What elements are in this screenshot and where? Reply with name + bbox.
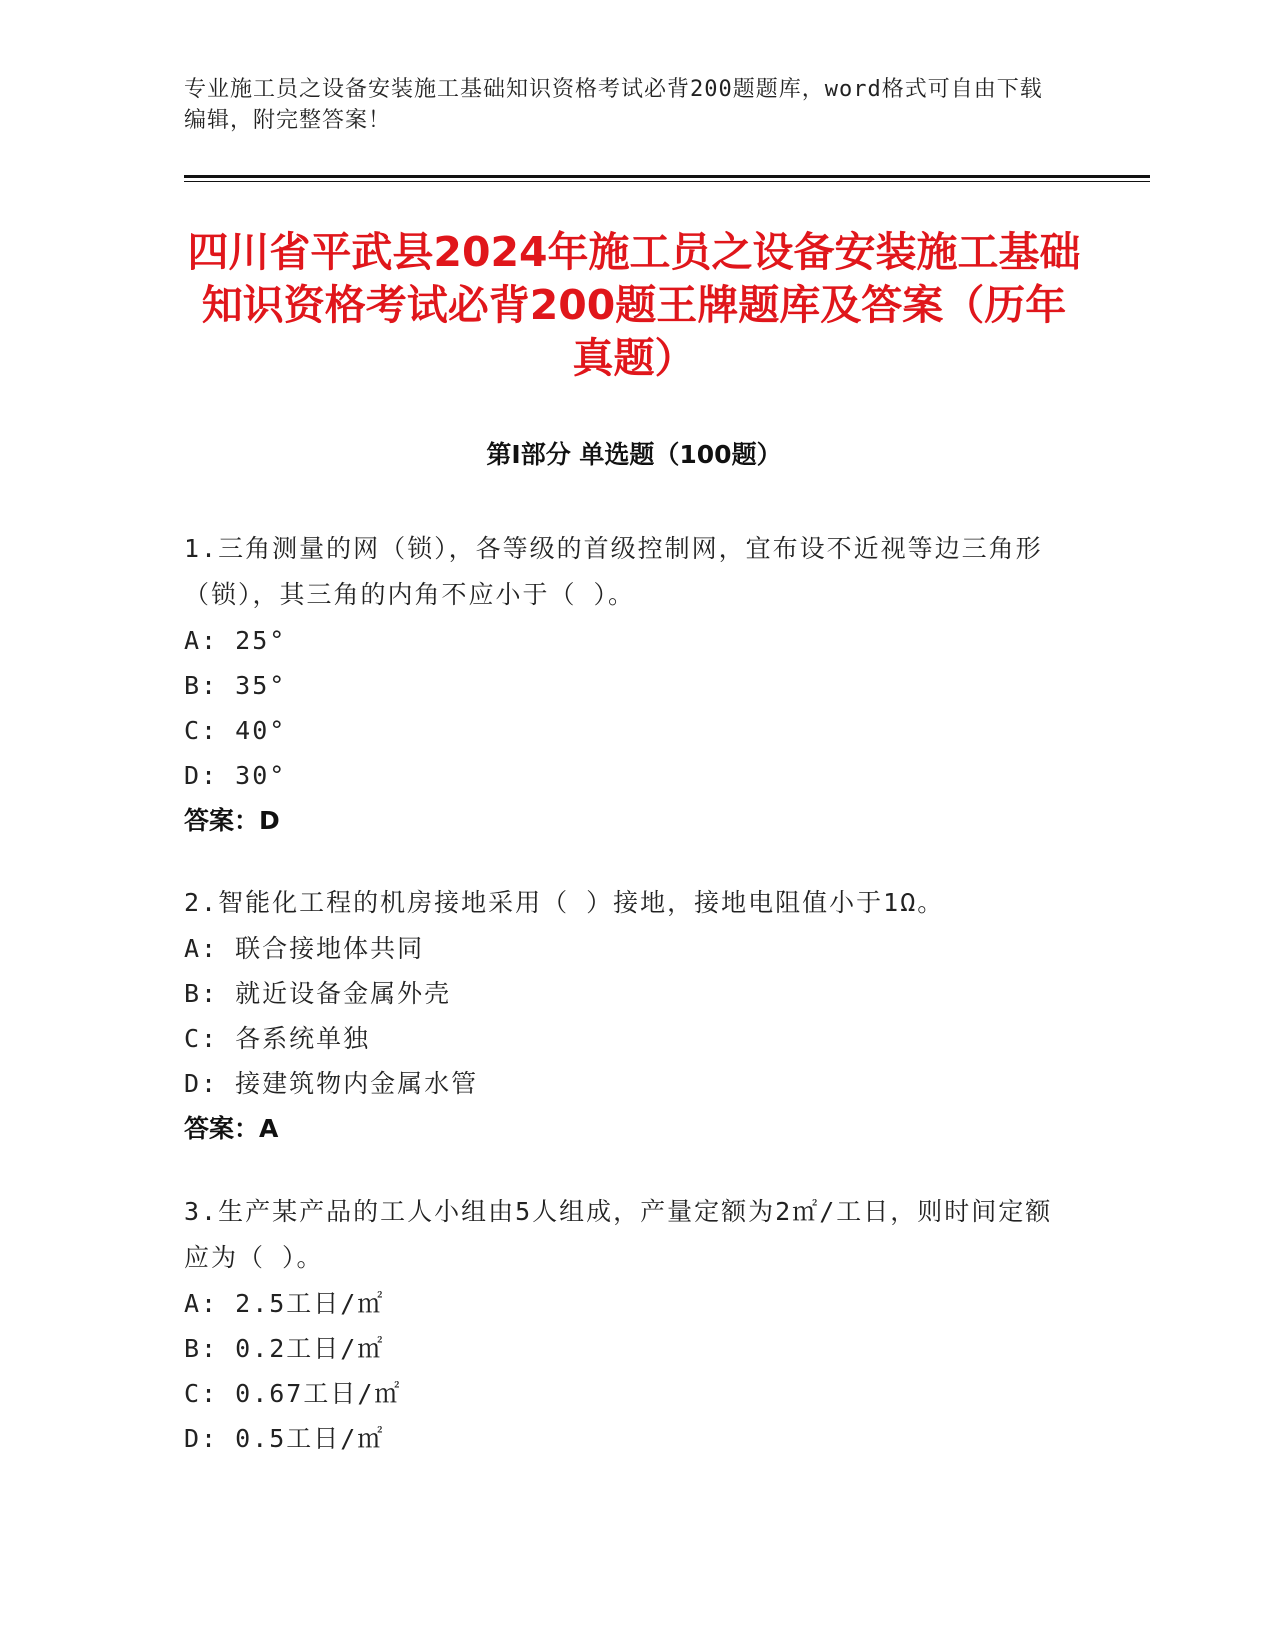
option-c: C: 0.67工日/㎡ — [184, 1379, 402, 1408]
option-b: B: 0.2工日/㎡ — [184, 1334, 385, 1363]
option-b: B: 就近设备金属外壳 — [184, 979, 452, 1008]
option-d: D: 0.5工日/㎡ — [184, 1424, 385, 1453]
header-note: 专业施工员之设备安装施工基础知识资格考试必背200题题库，word格式可自由下载编辑，附完整答案！ — [184, 77, 1043, 133]
question-1 — [184, 526, 1064, 843]
question-3 — [184, 1189, 1064, 1461]
header-divider-thin — [184, 181, 1150, 182]
option-c: C: 40° — [184, 716, 287, 745]
option-a: A: 25° — [184, 626, 287, 655]
question-2 — [184, 880, 1064, 1151]
answer-line: 答案：D — [184, 806, 280, 835]
answer-line: 答案：A — [184, 1114, 279, 1143]
question-stem: 3.生产某产品的工人小组由5人组成，产量定额为2㎡/工日，则时间定额应为（ ）。 — [184, 1197, 1053, 1272]
question-stem: 1.三角测量的网（锁），各等级的首级控制网，宜布设不近视等边三角形（锁），其三角的内角不应小于（ ）。 — [184, 534, 1043, 609]
document-title: 四川省平武县2024年施工员之设备安装施工基础知识资格考试必背200题王牌题库及答案（历年真题） — [187, 228, 1081, 382]
option-d: D: 接建筑物内金属水管 — [184, 1069, 479, 1098]
section-heading: 第I部分 单选题（100题） — [486, 440, 782, 469]
option-a: A: 2.5工日/㎡ — [184, 1289, 385, 1318]
option-a: A: 联合接地体共同 — [184, 934, 425, 963]
option-b: B: 35° — [184, 671, 287, 700]
question-stem: 2.智能化工程的机房接地采用（ ）接地，接地电阻值小于1Ω。 — [184, 888, 945, 917]
option-d: D: 30° — [184, 761, 287, 790]
header-divider-thick — [184, 175, 1150, 178]
option-c: C: 各系统单独 — [184, 1024, 371, 1053]
